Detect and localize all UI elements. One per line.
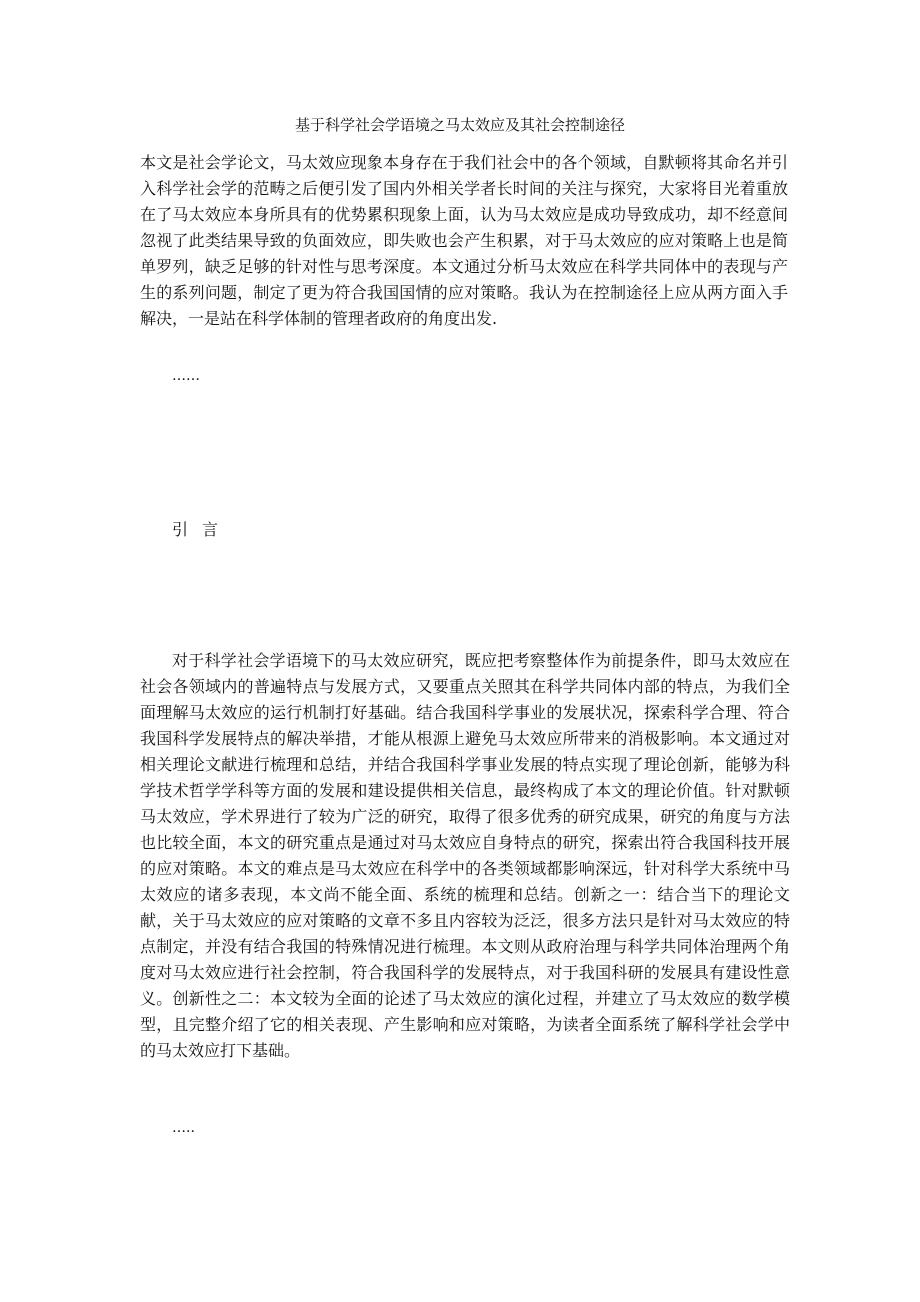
ellipsis-marker: ……: [172, 368, 200, 384]
abstract-paragraph: 本文是社会学论文，马太效应现象本身存在于我们社会中的各个领域，自默顿将其命名并引入科学社会学的范畴之后便引发了国内外相关学者长时间的关注与探究，大家将目光着重放在了马太效应本身所具有的优势累积现象上面，认为马太效应是成功导致成功，却不经意间忽视了此类结果导致的负面效应，即失败也会产生积累，对于马太效应的应对策略上也是简单罗列，缺乏足够的针对性与思考深度。本文通过分析马太效应在科学共同体中的表现与产生的系列问题，制定了更为符合我国国情的应对策略。我认为在控制途径上应从两方面入手解决，一是站在科学体制的管理者政府的角度出发.: [140, 153, 788, 328]
section-heading: 引言: [172, 520, 233, 539]
intro-paragraph: 对于科学社会学语境下的马太效应研究，既应把考察整体作为前提条件，即马太效应在社会各领域内的普遍特点与发展方式，又要重点关照其在科学共同体内部的特点，为我们全面理解马太效应的运行机制打好基础。结合我国科学事业的发展状况，探索科学合理、符合我国科学发展特点的解决举措，才能从根源上避免马太效应所带来的消极影响。本文通过对相关理论文献进行梳理和总结，并结合我国科学事业发展的特点实现了理论创新，能够为科学技术哲学学科等方面的发展和建设提供相关信息，最终构成了本文的理论价值。针对默顿马太效应，学术界进行了较为广泛的研究，取得了很多优秀的研究成果，研究的角度与方法也比较全面，本文的研究重点是通过对马太效应自身特点的研究，探索出符合我国科技开展的应对策略。本文的难点是马太效应在科学中的各类领域都影响深远，针对科学大系统中马太效应的诸多表现，本文尚不能全面、系统的梳理和总结。创新之一：结合当下的理论文献，关于马太效应的应对策略的文章不多且内容较为泛泛，很多方法只是针对马太效应的特点制定，并没有结合我国的特殊情况进行梳理。本文则从政府治理与科学共同体治理两个角度对马太效应进行社会控制，符合我国科学的发展特点，对于我国科研的发展具有建设性意义。创新性之二：本文较为全面的论述了马太效应的演化过程，并建立了马太效应的数学模型，且完整介绍了它的相关表现、产生影响和应对策略，为读者全面系统了解科学社会学中的马太效应打下基础。: [140, 651, 790, 1060]
document-title: 基于科学社会学语境之马太效应及其社会控制途径: [294, 116, 625, 134]
ellipsis-marker-end: …..: [172, 1120, 195, 1136]
